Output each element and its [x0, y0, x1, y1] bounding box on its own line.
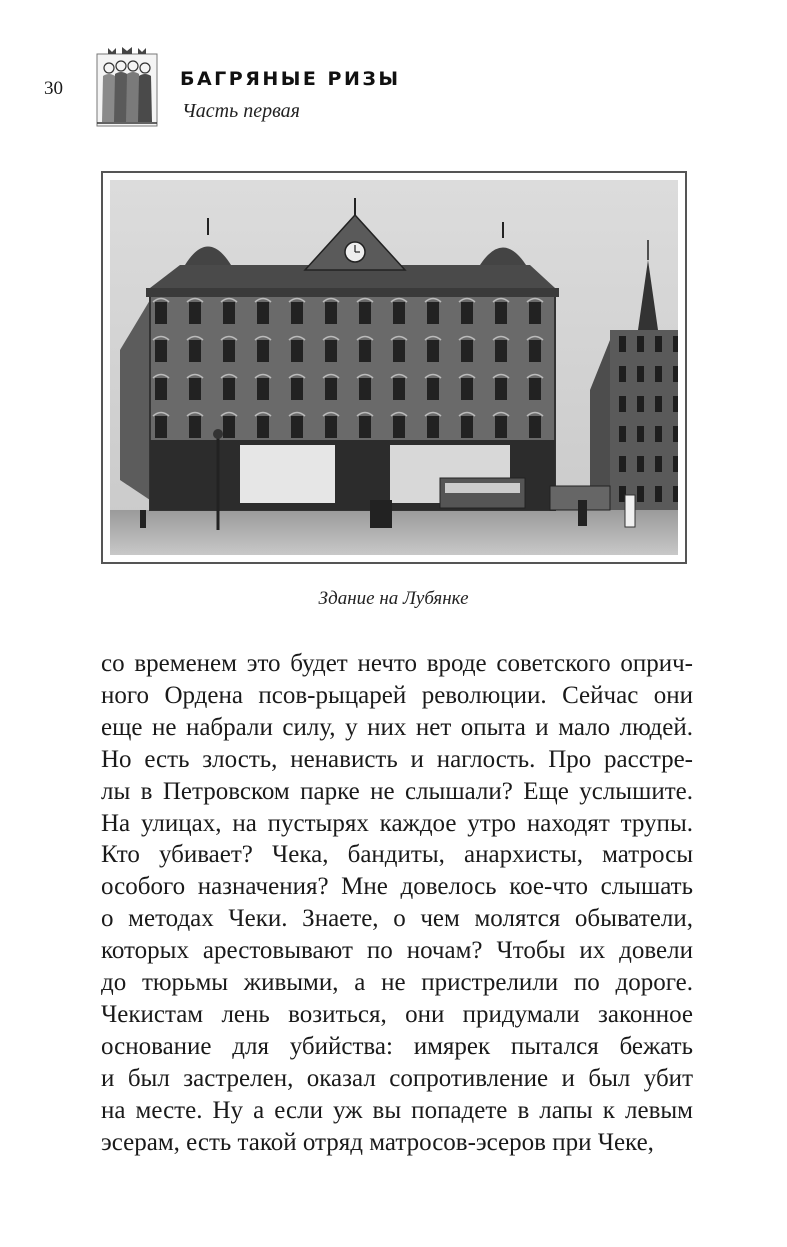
text-line: о методах Чеки. Знаете, о чем молятся обыватели,: [101, 905, 693, 933]
text-line: еще не набрали силу, у них нет опыта и мало людей.: [101, 713, 693, 741]
building-photo: [110, 180, 678, 555]
text-line: Чекистам лень возиться, они придумали законное: [101, 1000, 693, 1028]
text-line: эсерам, есть такой отряд матросов-эсеров при Чеке,: [101, 1128, 654, 1156]
text-line: особого назначения? Мне довелось кое-что слышать: [101, 873, 693, 901]
text-line: со временем это будет нечто вроде советского оприч-: [101, 650, 693, 677]
part-title: Часть первая: [182, 100, 300, 122]
book-title: БАГРЯНЫЕ РИЗЫ: [180, 68, 401, 90]
text-line: и был застрелен, оказал сопротивление и был убит: [101, 1064, 693, 1092]
text-line: На улицах, на пустырях каждое утро находят трупы.: [101, 809, 693, 837]
text-line: лы в Петровском парке не слышали? Еще услышите.: [101, 777, 693, 805]
text-line: Но есть злость, ненависть и наглость. Про расстре-: [101, 745, 693, 773]
text-line: основание для убийства: имярек пытался бежать: [101, 1032, 693, 1060]
text-line: до тюрьмы живыми, а не пристрелили по дороге.: [101, 969, 693, 997]
saints-emblem-icon: [96, 46, 158, 128]
text-line: ного Ордена псов-рыцарей революции. Сейчас они: [101, 681, 693, 709]
text-line: на месте. Ну а если уж вы попадете в лапы к левым: [101, 1096, 693, 1124]
page-number: 30: [44, 78, 63, 99]
body-text: [101, 648, 693, 1159]
text-line: Кто убивает? Чека, бандиты, анархисты, матросы: [101, 841, 693, 869]
photo-frame: [101, 171, 687, 564]
figure-caption: Здание на Лубянке: [318, 588, 469, 609]
text-line: которых арестовывают по ночам? Чтобы их довели: [101, 937, 693, 965]
